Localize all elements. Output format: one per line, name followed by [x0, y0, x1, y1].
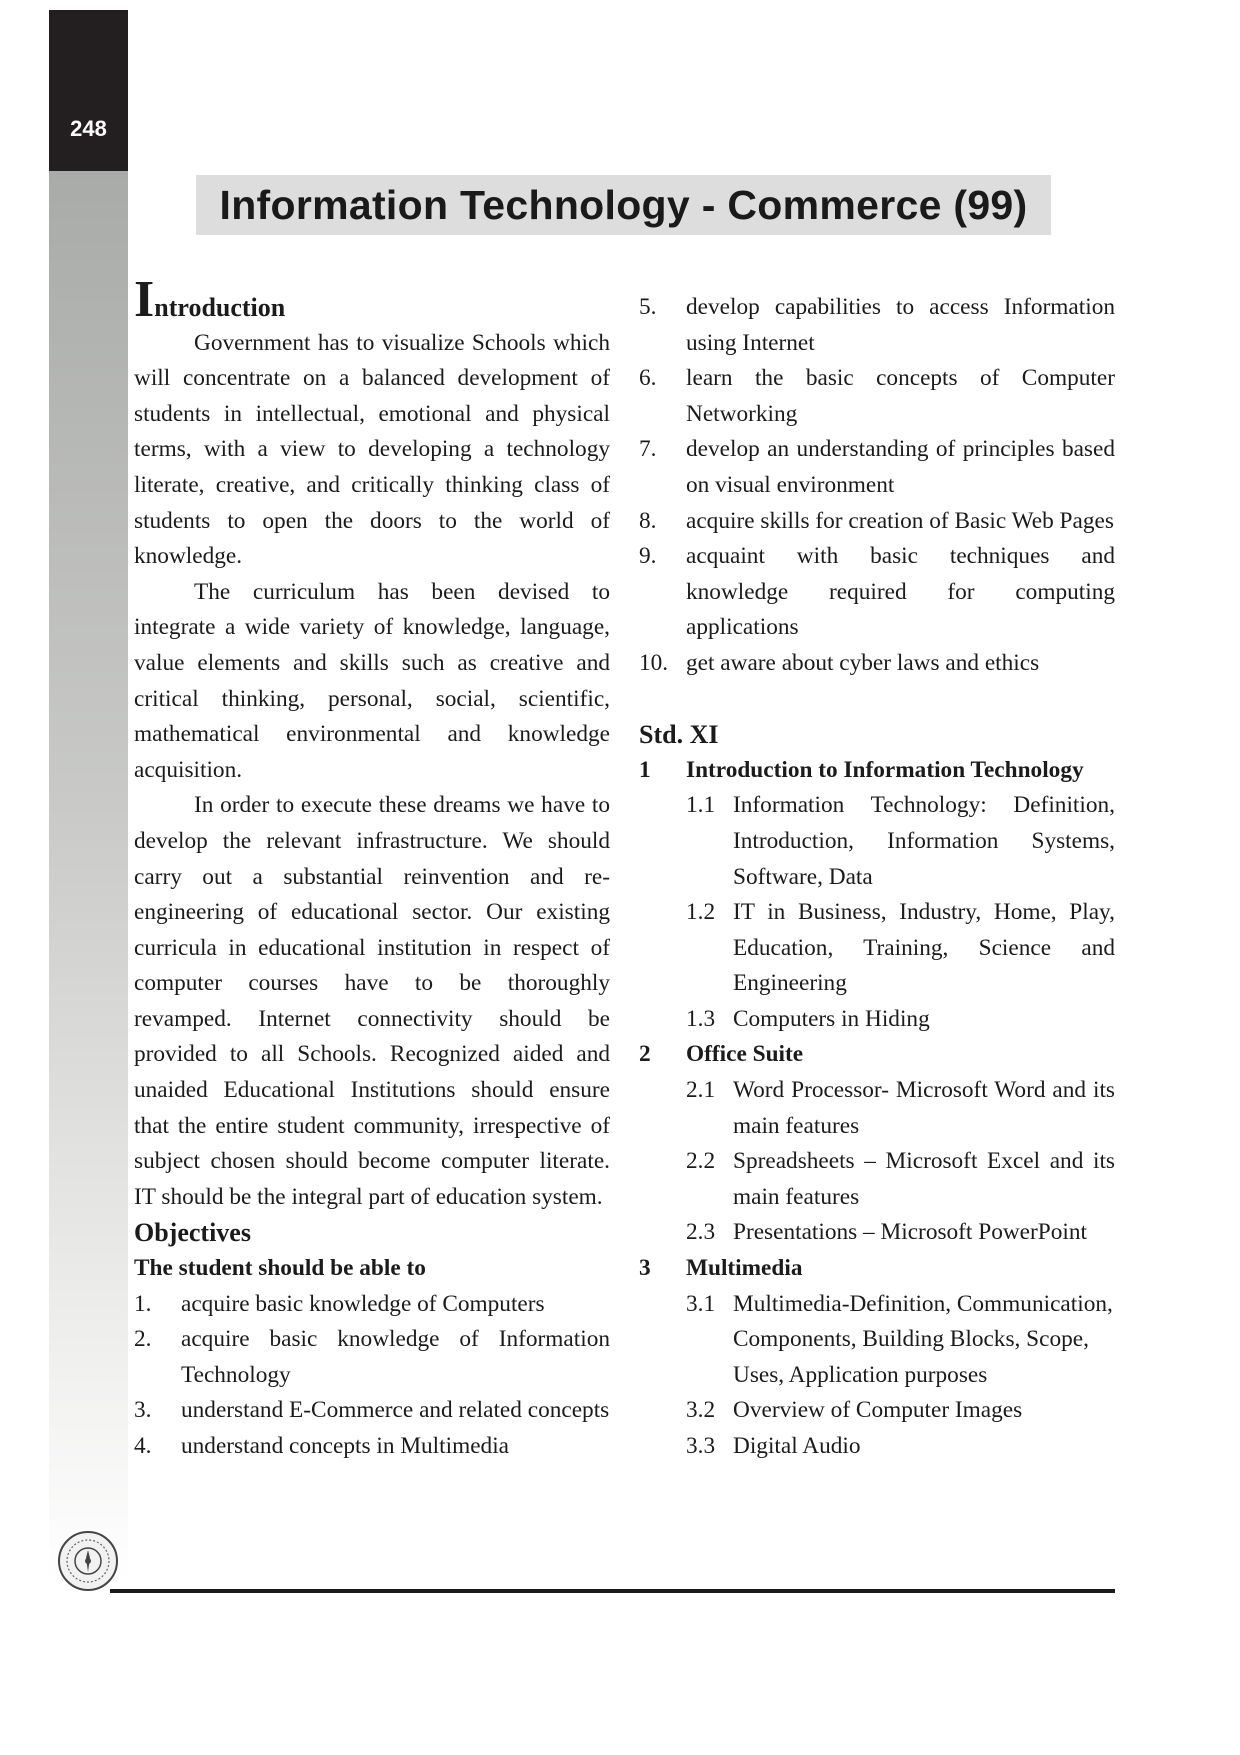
- topic-item: [639, 1287, 1115, 1394]
- unit-title: Introduction to Information Technology: [686, 756, 1084, 783]
- unit-heading: [639, 1251, 1115, 1287]
- topic-text: Presentations – Microsoft PowerPoint: [733, 1219, 1087, 1246]
- unit-number: 3: [639, 1255, 651, 1282]
- objective-item: [639, 432, 1115, 503]
- objective-text: learn the basic concepts of Computer Networking: [686, 365, 1115, 427]
- introduction-heading-rest: ntroduction: [154, 293, 286, 322]
- introduction-heading: [134, 271, 610, 328]
- spacer: [639, 682, 1115, 718]
- unit-title: Office Suite: [686, 1041, 804, 1068]
- objective-item: [639, 646, 1115, 682]
- topic-number: 3.3: [686, 1433, 716, 1459]
- objective-number: 5.: [639, 294, 657, 320]
- topic-item: [639, 1215, 1115, 1251]
- objective-item: [134, 1393, 610, 1429]
- topic-item: [639, 1429, 1115, 1465]
- drop-cap: I: [134, 271, 155, 328]
- objective-text: understand concepts in Multimedia: [181, 1433, 510, 1459]
- objective-item: [134, 1287, 610, 1323]
- objective-item: [639, 361, 1115, 432]
- objective-text: understand E-Commerce and related concepts: [181, 1397, 610, 1424]
- unit-heading: [639, 753, 1115, 789]
- unit-heading: [639, 1037, 1115, 1073]
- topic-number: 1.2: [686, 899, 716, 926]
- title-band: [196, 175, 1051, 235]
- topic-number: 3.2: [686, 1397, 716, 1424]
- topic-text: Spreadsheets – Microsoft Excel and its main features: [733, 1148, 1115, 1210]
- topic-text: Digital Audio: [733, 1433, 861, 1459]
- objective-text: acquire basic knowledge of Computers: [181, 1290, 545, 1317]
- std-heading: Std. XI: [639, 720, 719, 750]
- objective-item: [134, 1429, 610, 1465]
- objective-item: [639, 504, 1115, 540]
- objectives-heading: Objectives: [134, 1218, 251, 1248]
- side-gradient-bar: [49, 171, 128, 1583]
- topic-text: Word Processor- Microsoft Word and its main features: [733, 1077, 1115, 1139]
- bottom-rule: [110, 1589, 1115, 1593]
- objective-text: acquaint with basic techniques and knowledge required for computing applications: [686, 543, 1115, 641]
- topic-text: Multimedia-Definition, Communication, Components, Building Blocks, Scope, Uses, Application purposes: [733, 1290, 1113, 1388]
- topic-text: IT in Business, Industry, Home, Play, Education, Training, Science and Engineering: [733, 899, 1115, 997]
- objective-item: [134, 1322, 610, 1393]
- topic-number: 1.3: [686, 1005, 716, 1032]
- topic-number: 2.3: [686, 1219, 716, 1246]
- intro-paragraph: In order to execute these dreams we have to develop the relevant infrastructure. We should carry out a substantial reinvention and re-engineering of educational sector. Our existing curricula in educational institution in respect of computer courses have to be thoroughly revamped. Internet connectivity should be provided to all Schools. Recognized aided and unaided Educational Institutions should ensure that the entire student community, irrespective of subject chosen should become computer literate. IT should be the integral part of education system.: [134, 792, 610, 1210]
- topic-number: 2.2: [686, 1148, 716, 1175]
- topic-item: [639, 1144, 1115, 1215]
- left-column: [134, 271, 610, 1465]
- objective-number: 6.: [639, 365, 657, 392]
- objective-number: 10.: [639, 649, 669, 676]
- board-seal-icon: [57, 1530, 119, 1592]
- objective-number: 4.: [134, 1433, 152, 1459]
- topic-number: 1.1: [686, 792, 716, 819]
- page-tab: [49, 10, 128, 171]
- objective-text: develop capabilities to access Information using Internet: [686, 294, 1115, 356]
- unit-number: 1: [639, 756, 651, 783]
- objective-number: 9.: [639, 543, 657, 570]
- objective-text: get aware about cyber laws and ethics: [686, 649, 1040, 676]
- page-number: 248: [70, 116, 107, 141]
- intro-paragraph: Government has to visualize Schools which will concentrate on a balanced development of students in intellectual, emotional and physical terms, with a view to developing a technology literate, creative, and critically thinking class of students to open the doors to the world of knowledge.: [134, 329, 610, 570]
- topic-text: Information Technology: Definition, Introduction, Information Systems, Software, Data: [733, 792, 1115, 890]
- topic-item: [639, 1073, 1115, 1144]
- objective-number: 3.: [134, 1397, 152, 1424]
- objective-text: acquire basic knowledge of Information Technology: [181, 1326, 610, 1388]
- page-title: Information Technology - Commerce (99): [219, 182, 1028, 228]
- objective-item: [639, 539, 1115, 646]
- topic-item: [639, 1393, 1115, 1429]
- unit-title: Multimedia: [686, 1255, 803, 1282]
- objective-number: 1.: [134, 1290, 152, 1317]
- topic-number: 2.1: [686, 1077, 716, 1104]
- objective-number: 2.: [134, 1326, 152, 1353]
- topic-item: [639, 895, 1115, 1002]
- topic-number: 3.1: [686, 1290, 716, 1317]
- unit-number: 2: [639, 1041, 651, 1068]
- topic-text: Overview of Computer Images: [733, 1397, 1023, 1424]
- right-column: [639, 290, 1115, 1465]
- topic-item: [639, 788, 1115, 895]
- objective-number: 7.: [639, 436, 657, 463]
- objectives-subheading: The student should be able to: [134, 1255, 426, 1282]
- topic-text: Computers in Hiding: [733, 1005, 930, 1032]
- intro-paragraph: The curriculum has been devised to integrate a wide variety of knowledge, language, value elements and skills such as creative and critical thinking, personal, social, scientific, mathematical environmental and knowledge acquisition.: [134, 578, 610, 783]
- objective-text: acquire skills for creation of Basic Web Pages: [686, 507, 1114, 534]
- objective-number: 8.: [639, 507, 657, 534]
- topic-item: [639, 1002, 1115, 1038]
- objective-item: [639, 290, 1115, 361]
- objective-text: develop an understanding of principles based on visual environment: [686, 436, 1115, 498]
